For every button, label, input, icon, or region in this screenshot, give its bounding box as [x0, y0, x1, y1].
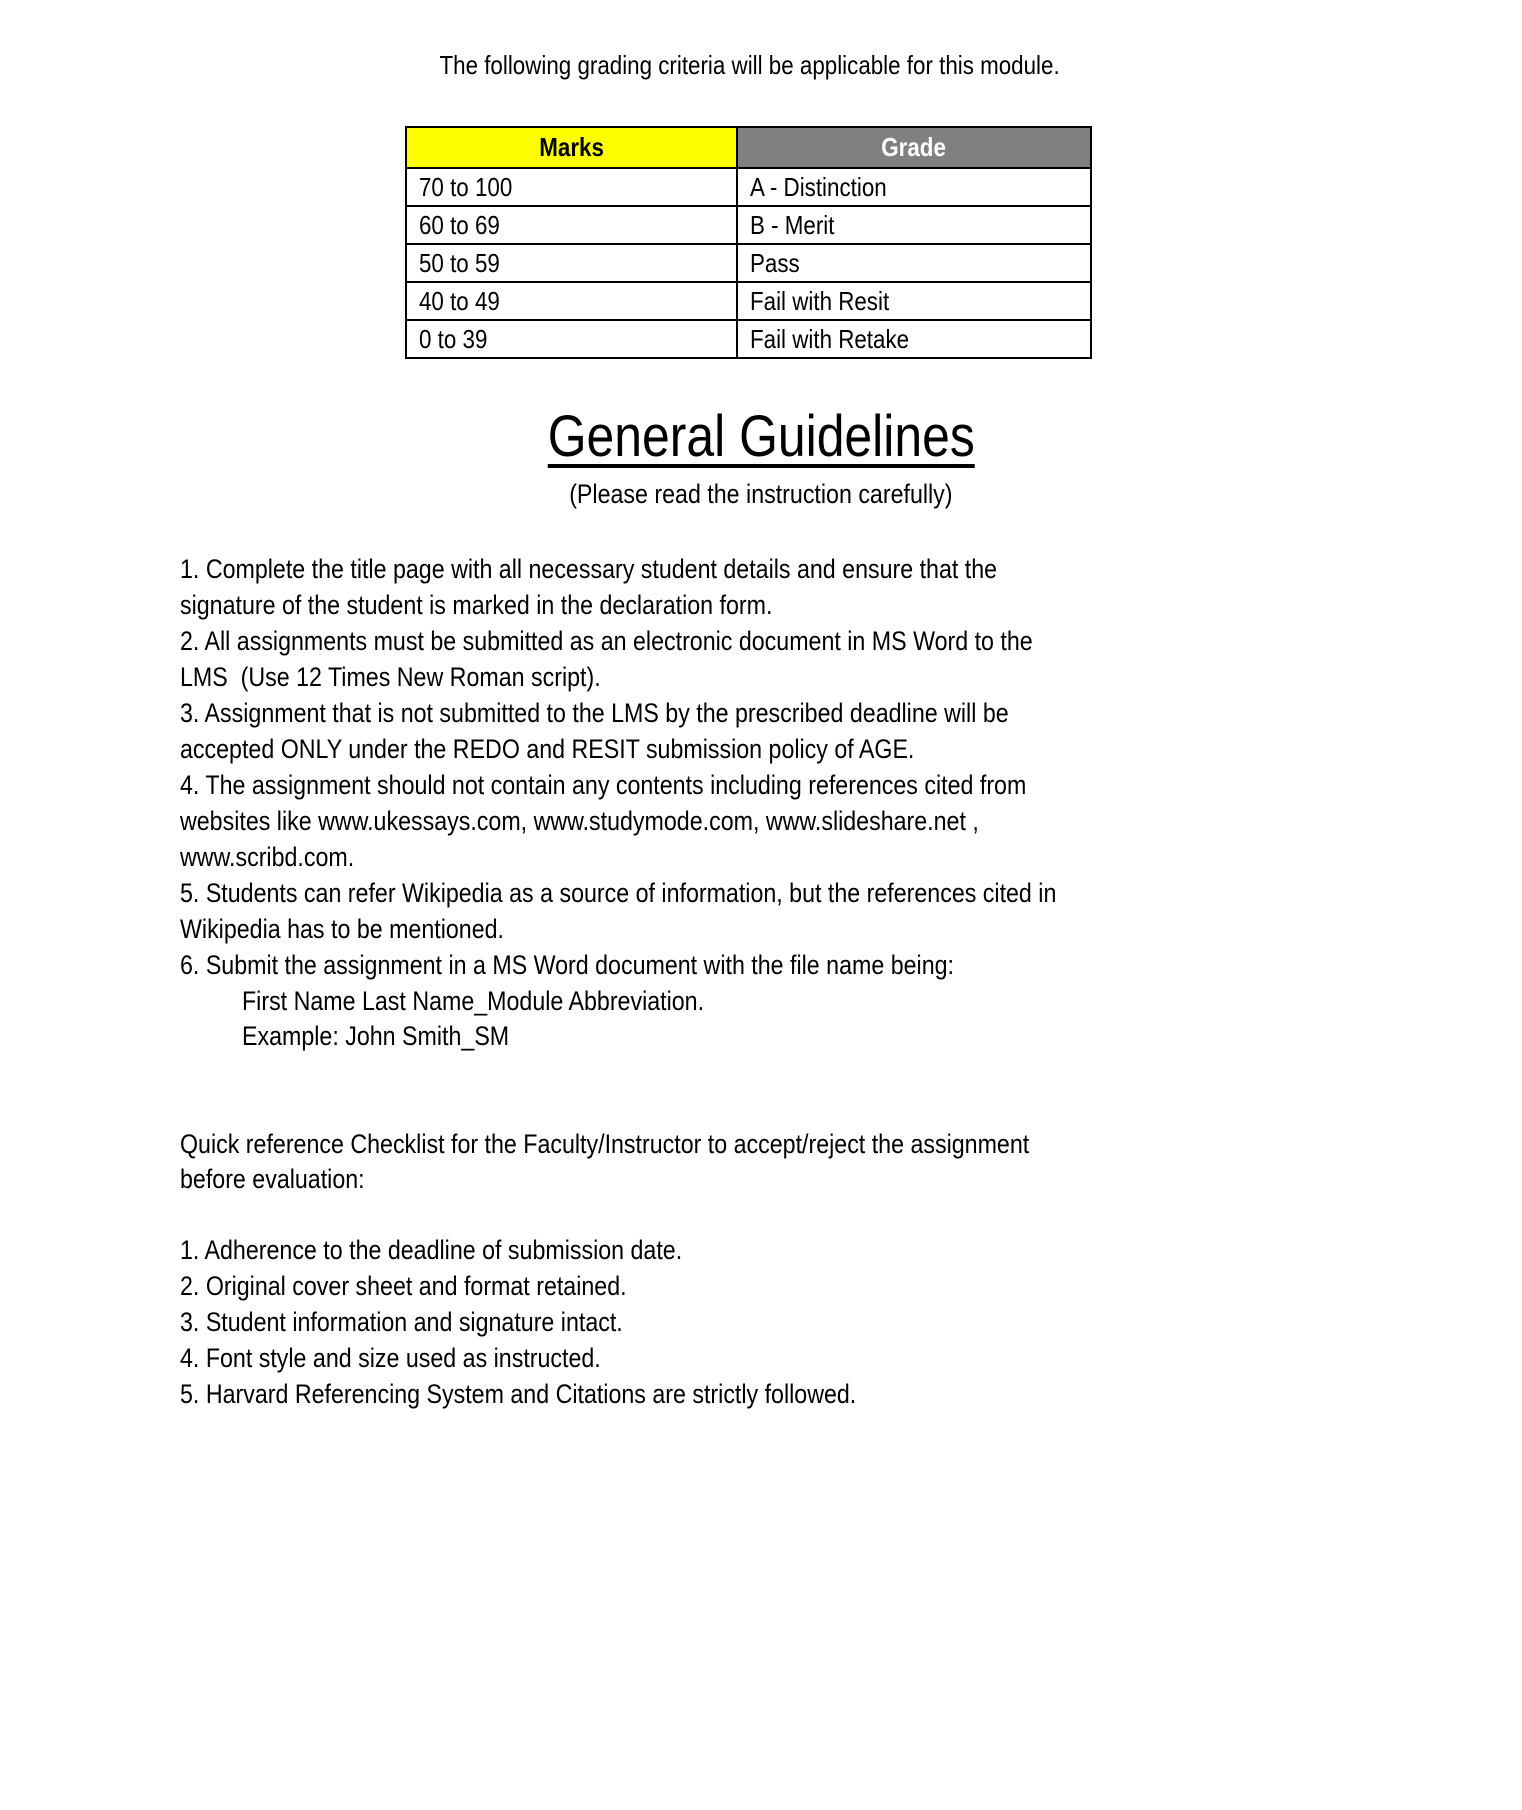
grading-intro-label: The following grading criteria will be applicable for this module. — [439, 50, 1061, 80]
table-row — [406, 244, 1091, 282]
table-row — [406, 206, 1091, 244]
filename-format: First Name Last Name_Module Abbreviation. — [242, 986, 705, 1016]
grade-cell: Fail with Retake — [737, 320, 1091, 358]
guideline-line: accepted ONLY under the REDO and RESIT submission policy of AGE. — [180, 734, 915, 764]
page-title-text: General Guidelines — [547, 404, 975, 469]
checklist-item: 1. Adherence to the deadline of submission date. — [180, 1235, 683, 1265]
marks-cell: 50 to 59 — [406, 244, 737, 282]
column-header-grade: Grade — [737, 127, 1091, 168]
guideline-line: 1. Complete the title page with all necessary student details and ensure that the — [180, 554, 998, 584]
checklist-intro: Quick reference Checklist for the Faculty/Instructor to accept/reject the assignment — [180, 1129, 1030, 1159]
checklist-intro: before evaluation: — [180, 1164, 365, 1194]
marks-cell: 70 to 100 — [406, 168, 737, 206]
guideline-line: Wikipedia has to be mentioned. — [180, 914, 504, 944]
grade-cell: B - Merit — [737, 206, 1091, 244]
filename-example: Example: John Smith_SM — [242, 1021, 510, 1051]
guideline-line: LMS (Use 12 Times New Roman script). — [180, 662, 601, 692]
guideline-line: 4. The assignment should not contain any contents including references cited from — [180, 770, 1027, 800]
marks-cell: 0 to 39 — [406, 320, 737, 358]
guideline-line: 5. Students can refer Wikipedia as a source of information, but the references cited in — [180, 878, 1057, 908]
checklist-item: 3. Student information and signature intact. — [180, 1307, 623, 1337]
table-row — [406, 168, 1091, 206]
marks-cell: 60 to 69 — [406, 206, 737, 244]
guideline-line: signature of the student is marked in the declaration form. — [180, 590, 773, 620]
grade-cell: Fail with Resit — [737, 282, 1091, 320]
page-title — [0, 404, 1522, 469]
checklist-item: 5. Harvard Referencing System and Citations are strictly followed. — [180, 1379, 857, 1409]
page-subtitle-text: (Please read the instruction carefully) — [569, 479, 953, 509]
guideline-line: 6. Submit the assignment in a MS Word document with the file name being: — [180, 950, 954, 980]
table-header-row — [406, 127, 1091, 168]
page-subtitle — [0, 481, 1522, 508]
guideline-line: 2. All assignments must be submitted as an electronic document in MS Word to the — [180, 626, 1033, 656]
table-row — [406, 282, 1091, 320]
guideline-line: 3. Assignment that is not submitted to the LMS by the prescribed deadline will be — [180, 698, 1009, 728]
checklist-item: 2. Original cover sheet and format retained. — [180, 1271, 627, 1301]
grading-criteria-table — [405, 126, 1092, 359]
grading-intro-text — [0, 52, 1500, 78]
marks-cell: 40 to 49 — [406, 282, 737, 320]
grade-cell: Pass — [737, 244, 1091, 282]
checklist-item: 4. Font style and size used as instructed. — [180, 1343, 601, 1373]
guideline-line: www.scribd.com. — [180, 842, 355, 872]
grade-cell: A - Distinction — [737, 168, 1091, 206]
table-row — [406, 320, 1091, 358]
column-header-marks: Marks — [406, 127, 737, 168]
guideline-line: websites like www.ukessays.com, www.studymode.com, www.slideshare.net , — [180, 806, 979, 836]
